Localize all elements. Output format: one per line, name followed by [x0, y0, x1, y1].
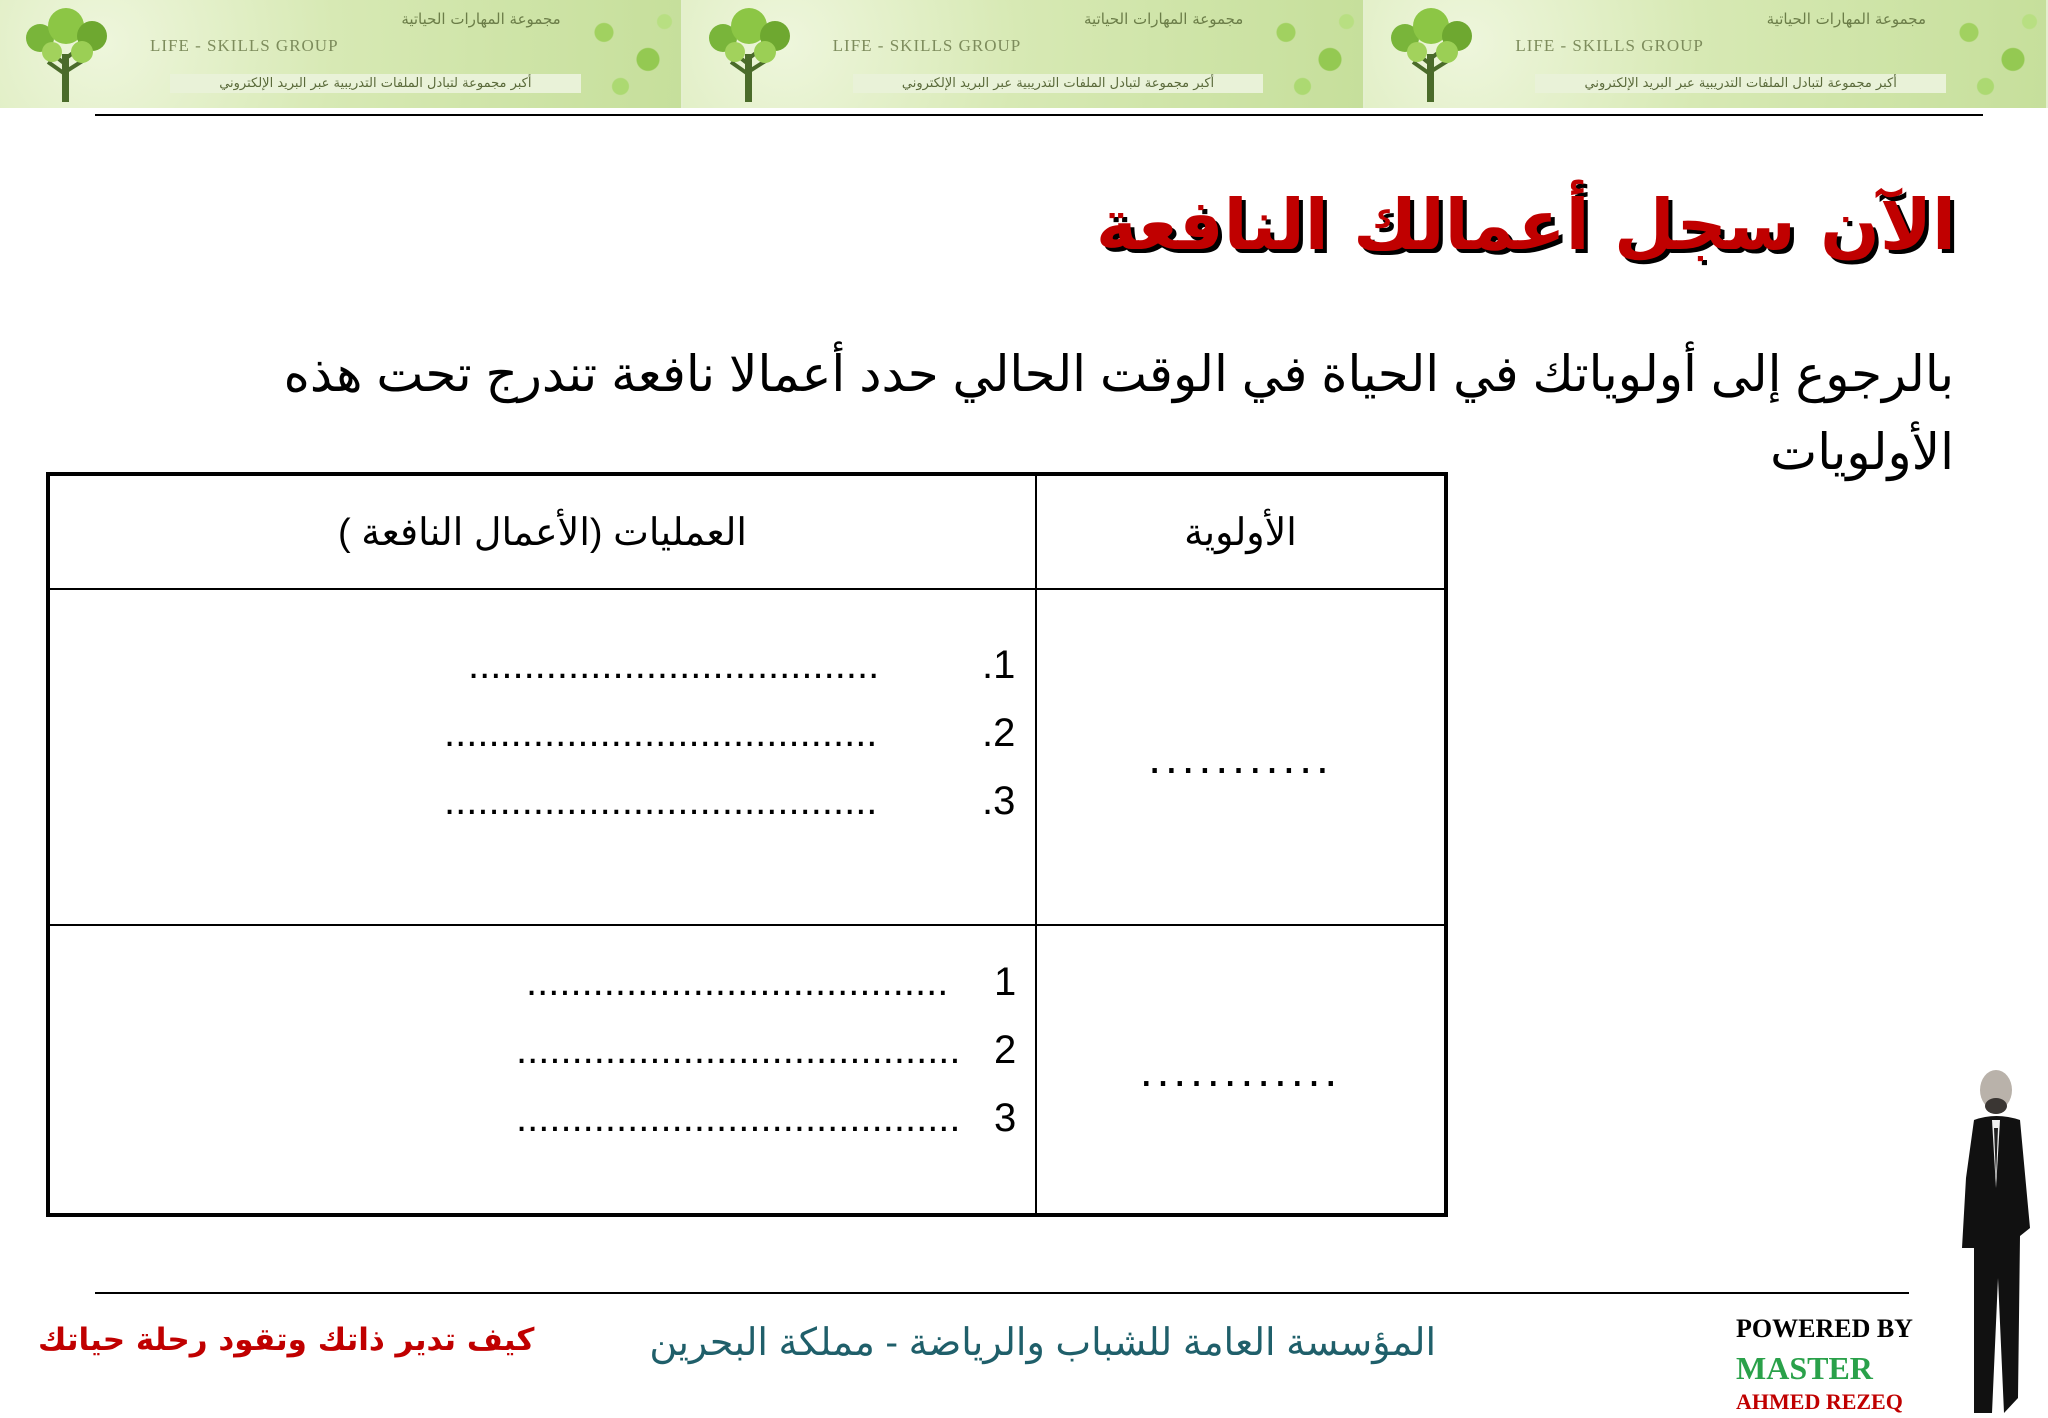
powered-by-block [1736, 1314, 1913, 1415]
page-title: الآن سجل أعمالك النافعة [1095, 184, 1956, 266]
footer-divider [95, 1292, 1909, 1294]
banner-english-title: LIFE - SKILLS GROUP [832, 36, 1022, 55]
list-item-placeholder: ........................................ [516, 1095, 961, 1140]
banner-panel [683, 0, 1366, 108]
leaves-decoration [1253, 0, 1363, 108]
master-label: MASTER [1736, 1350, 1873, 1386]
priorities-table [46, 472, 1448, 1217]
operations-list [50, 643, 1035, 847]
instructions-text: بالرجوع إلى أولوياتك في الحياة في الوقت الحالي حدد أعمالا نافعة تندرج تحت هذه الأولويات [283, 346, 1954, 480]
list-item-placeholder: ....................................... [444, 711, 878, 755]
leaves-decoration [1936, 0, 2046, 108]
banner-tagline: أكبر مجموعة لتبادل الملفات التدريبية عبر البريد الإلكتروني [1535, 74, 1946, 93]
list-item-number: .3 [982, 779, 1016, 823]
table-header-row [48, 474, 1446, 589]
operations-list [50, 959, 1035, 1160]
priority-placeholder: ............ [1036, 925, 1446, 1215]
banner-panel [1365, 0, 2048, 108]
banner-tagline: أكبر مجموعة لتبادل الملفات التدريبية عبر البريد الإلكتروني [170, 74, 581, 93]
header-divider [95, 114, 1983, 116]
list-item-number: 1 [994, 959, 1017, 1004]
leaves-decoration [571, 0, 681, 108]
tree-logo-icon [10, 4, 128, 104]
list-item-number: 3 [994, 1095, 1017, 1140]
author-name: AHMED REZEQ [1736, 1389, 1903, 1414]
list-item-placeholder: ..................................... [468, 643, 880, 687]
list-item-number: .2 [982, 711, 1016, 755]
table-row [48, 589, 1446, 925]
banner-english-title: LIFE - SKILLS GROUP [1515, 36, 1704, 55]
list-item-number: 2 [994, 1027, 1017, 1072]
presenter-figure-icon [1934, 1068, 2046, 1418]
banner-arabic-title: مجموعة المهارات الحياتية [401, 10, 561, 28]
banner-tagline: أكبر مجموعة لتبادل الملفات التدريبية عبر البريد الإلكتروني [853, 74, 1264, 93]
header-banner [0, 0, 2048, 108]
banner-arabic-title: مجموعة المهارات الحياتية [1766, 10, 1927, 28]
operations-cell [48, 925, 1036, 1215]
tree-logo-icon [693, 4, 811, 104]
tree-logo-icon [1375, 4, 1493, 104]
list-item-placeholder: ........................................ [516, 1027, 961, 1072]
column-header-priority: الأولوية [1036, 474, 1446, 589]
list-item-placeholder: ....................................... [444, 779, 878, 823]
powered-by-label: POWERED BY [1736, 1314, 1913, 1343]
column-header-operations: العمليات (الأعمال النافعة ) [48, 474, 1036, 589]
banner-english-title: LIFE - SKILLS GROUP [150, 36, 339, 55]
list-item-number: .1 [982, 643, 1016, 687]
priority-placeholder: ........... [1036, 589, 1446, 925]
table-row [48, 925, 1446, 1215]
banner-panel [0, 0, 683, 108]
banner-arabic-title: مجموعة المهارات الحياتية [1083, 10, 1244, 28]
course-title: كيف تدير ذاتك وتقود رحلة حياتك [38, 1322, 535, 1358]
organization-name: المؤسسة العامة للشباب والرياضة - مملكة البحرين [649, 1322, 1436, 1364]
operations-cell [48, 589, 1036, 925]
list-item-placeholder: ...................................... [526, 959, 949, 1004]
